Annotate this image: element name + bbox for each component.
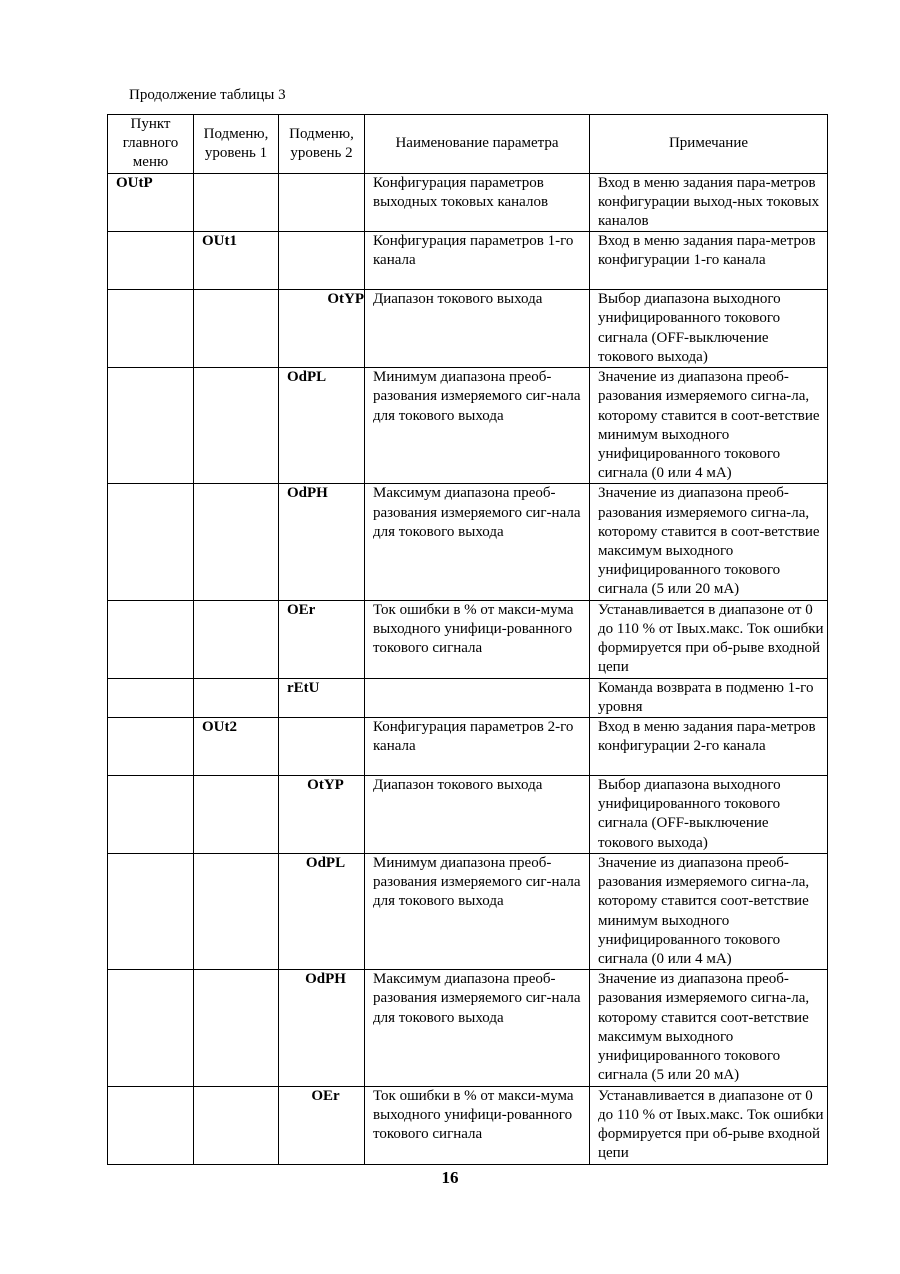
cell-main [108, 484, 194, 600]
table-row [108, 1086, 828, 1164]
cell-note: Вход в меню задания пара-метров конфигурации 2-го канала [590, 718, 828, 776]
header-main-menu: Пункт главного меню [108, 115, 194, 174]
cell-sub1: OUt1 [194, 232, 279, 290]
cell-main [108, 718, 194, 776]
cell-sub1 [194, 1086, 279, 1164]
header-submenu-1: Подменю, уровень 1 [194, 115, 279, 174]
table-row [108, 776, 828, 854]
parameter-table [107, 114, 828, 1165]
cell-sub1 [194, 600, 279, 678]
table-header-row [108, 115, 828, 174]
table-row [108, 854, 828, 970]
cell-note: Вход в меню задания пара-метров конфигурации 1-го канала [590, 232, 828, 290]
cell-sub1 [194, 290, 279, 368]
cell-name: Минимум диапазона преоб-разования измеряемого сиг-нала для токового выхода [365, 368, 590, 484]
cell-main [108, 290, 194, 368]
cell-main [108, 970, 194, 1086]
cell-note: Вход в меню задания пара-метров конфигурации выход-ных токовых каналов [590, 173, 828, 232]
cell-main: OUtP [108, 173, 194, 232]
cell-note: Устанавливается в диапазоне от 0 до 110 % от Iвых.макс. Ток ошибки формируется при об-рыве входной цепи [590, 600, 828, 678]
cell-name: Конфигурация параметров 2-го канала [365, 718, 590, 776]
cell-sub2: OdPH [279, 970, 365, 1086]
cell-sub2: OtYP [279, 776, 365, 854]
cell-sub2: OdPL [279, 368, 365, 484]
cell-main [108, 1086, 194, 1164]
cell-note: Устанавливается в диапазоне от 0 до 110 % от Iвых.макс. Ток ошибки формируется при об-рыве входной цепи [590, 1086, 828, 1164]
cell-note: Команда возврата в подменю 1-го уровня [590, 678, 828, 717]
table-row [108, 718, 828, 776]
header-parameter-name: Наименование параметра [365, 115, 590, 174]
cell-sub1 [194, 173, 279, 232]
cell-sub1 [194, 854, 279, 970]
cell-name: Конфигурация параметров выходных токовых каналов [365, 173, 590, 232]
table-row [108, 678, 828, 717]
cell-sub2: rEtU [279, 678, 365, 717]
header-submenu-2: Подменю, уровень 2 [279, 115, 365, 174]
cell-sub2: OEr [279, 1086, 365, 1164]
table-row [108, 484, 828, 600]
cell-note: Значение из диапазона преоб-разования измеряемого сигна-ла, которому ставится соот-ветствие максимум выходного унифицированного токового сигнала (5 или 20 мА) [590, 970, 828, 1086]
cell-name: Ток ошибки в % от макси-мума выходного унифици-рованного токового сигнала [365, 1086, 590, 1164]
cell-note: Выбор диапазона выходного унифицированного токового сигнала (OFF-выключение токового выхода) [590, 776, 828, 854]
cell-name [365, 678, 590, 717]
cell-note: Значение из диапазона преоб-разования измеряемого сигна-ла, которому ставится соот-ветствие минимум выходного унифицированного токового сигнала (0 или 4 мА) [590, 854, 828, 970]
cell-sub1 [194, 776, 279, 854]
cell-main [108, 600, 194, 678]
cell-name: Диапазон токового выхода [365, 776, 590, 854]
cell-sub2: OEr [279, 600, 365, 678]
cell-name: Минимум диапазона преоб-разования измеряемого сиг-нала для токового выхода [365, 854, 590, 970]
table-row [108, 173, 828, 232]
cell-main [108, 854, 194, 970]
cell-name: Ток ошибки в % от макси-мума выходного унифици-рованного токового сигнала [365, 600, 590, 678]
cell-sub1: OUt2 [194, 718, 279, 776]
cell-sub2: OdPL [279, 854, 365, 970]
page-number: 16 [441, 1168, 459, 1187]
cell-name: Диапазон токового выхода [365, 290, 590, 368]
cell-sub1 [194, 368, 279, 484]
cell-sub2: OtYP [279, 290, 365, 368]
cell-sub2 [279, 173, 365, 232]
cell-sub2 [279, 232, 365, 290]
header-note: Примечание [590, 115, 828, 174]
cell-name: Максимум диапазона преоб-разования измеряемого сиг-нала для токового выхода [365, 484, 590, 600]
cell-main [108, 368, 194, 484]
cell-sub2: OdPH [279, 484, 365, 600]
table-caption: Продолжение таблицы 3 [129, 87, 286, 103]
cell-main [108, 776, 194, 854]
cell-name: Конфигурация параметров 1-го канала [365, 232, 590, 290]
cell-sub1 [194, 484, 279, 600]
cell-sub1 [194, 678, 279, 717]
table-row [108, 290, 828, 368]
cell-main [108, 678, 194, 717]
cell-note: Значение из диапазона преоб-разования измеряемого сигна-ла, которому ставится в соот-ветствие минимум выходного унифицированного токового сигнала (0 или 4 мА) [590, 368, 828, 484]
table-row [108, 970, 828, 1086]
table-row [108, 368, 828, 484]
cell-sub1 [194, 970, 279, 1086]
cell-name: Максимум диапазона преоб-разования измеряемого сиг-нала для токового выхода [365, 970, 590, 1086]
table-row [108, 600, 828, 678]
table-row [108, 232, 828, 290]
cell-sub2 [279, 718, 365, 776]
cell-note: Выбор диапазона выходного унифицированного токового сигнала (OFF-выключение токового выхода) [590, 290, 828, 368]
cell-note: Значение из диапазона преоб-разования измеряемого сигна-ла, которому ставится в соот-ветствие максимум выходного унифицированного токового сигнала (5 или 20 мА) [590, 484, 828, 600]
cell-main [108, 232, 194, 290]
